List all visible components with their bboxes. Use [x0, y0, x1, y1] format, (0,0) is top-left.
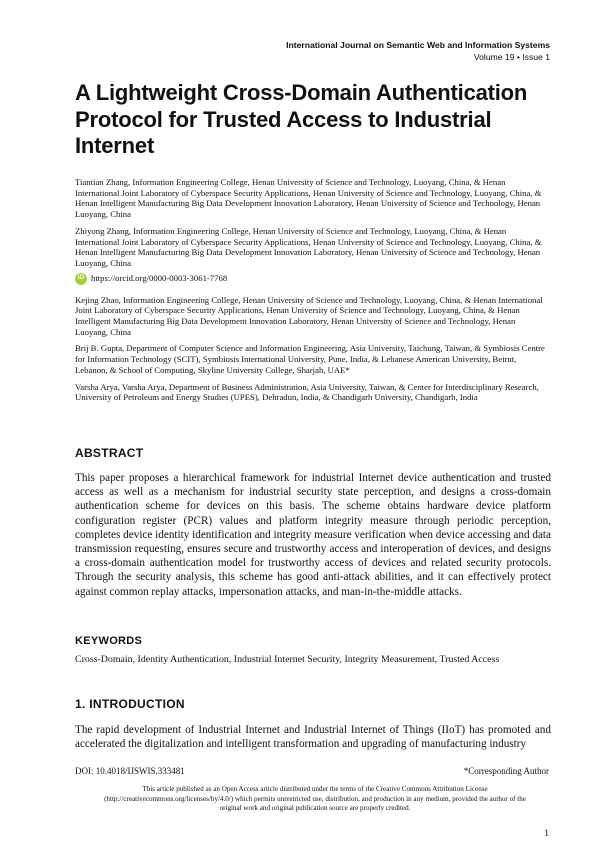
abstract-text: This paper proposes a hierarchical framework for industrial Internet device authentication and trusted access as well as a mechanism for industrial security state perception, and designs a cross-domain authentication scheme for devices on this basis. The scheme obtains hardware device platform configuration register (PCR) values and platform integrity measure through periodic perception, completes device identity identification and integrity measure verification when device accessing and data transmission requesting, ensures secure and trustworthy access and interoperation of devices, and designs a cross-domain authentication model for trustworthy access of devices and related security protocols. Through the security analysis, this scheme has good anti-attack abilities, and it can effectively protect against common replay attacks, impersonation attacks, and man-in-the-middle attacks. — [75, 472, 551, 598]
author-affiliation: Tiantian Zhang, Information Engineering College, Henan University of Science and Technology, Luoyang, China, & Henan International Joint Laboratory of Cyberspace Security Applications, Henan University of Science and Technology, Luoyang, China, & Henan Intelligent Manufacturing Big Data Development Innovation Laboratory, Henan University of Science and Technology, Henan Luoyang, China — [75, 177, 542, 220]
introduction-heading: 1. INTRODUCTION — [75, 697, 185, 711]
keywords-text: Cross-Domain, Identity Authentication, Industrial Internet Security, Integrity Measurement, Trusted Access — [75, 654, 500, 665]
orcid-link[interactable]: https://orcid.org/0000-0003-3061-7768 — [91, 273, 228, 284]
doi: DOI: 10.4018/IJSWIS.333481 — [75, 766, 185, 776]
author-affiliation: Brij B. Gupta, Department of Computer Science and Information Engineering, Asia University, Taichung, Taiwan, & Symbiosis Centre for Information Technology (SCIT), Symbiosis International University, Pune, India, & Lebanese American University, Beirut, Lebanon, & School of Computing, Skyline University College, Sharjah, UAE* — [75, 343, 545, 375]
license-notice: This article published as an Open Access article distributed under the terms of the Creative Commons Attribution License (http://creativecommons.org/licenses/by/4.0/) which permits unrestricted use, distribution, and production in any medium, provided the author of the original work and original publication source are properly credited. — [104, 785, 526, 813]
orcid-icon: iD — [75, 273, 87, 285]
author-affiliation: Zhiyong Zhang, Information Engineering College, Henan University of Science and Technology, Luoyang, China, & Henan International Joint Laboratory of Cyberspace Security Applications, Henan University of Science and Technology, Luoyang, China, & Henan Intelligent Manufacturing Big Data Development Innovation Laboratory, Henan University of Science and Technology, Henan Luoyang, China — [75, 225, 542, 268]
author-affiliation: Varsha Arya, Varsha Arya, Department of Business Administration, Asia University, Taiwan, & Center for Interdisciplinary Research, University of Petroleum and Energy Studies (UPES), Dehradun, India, & Chandigarh University, Chandigarh, India — [75, 381, 539, 403]
introduction-text: The rapid development of Industrial Internet and Industrial Internet of Things (IIoT) has promoted and accelerated the digitalization and intelligent transformation and upgrading of manufacturing industry — [75, 724, 551, 751]
paper-title: A Lightweight Cross-Domain Authentication Protocol for Trusted Access to Industrial Internet — [75, 80, 528, 158]
corresponding-author-note: *Corresponding Author — [463, 766, 549, 776]
author-list — [75, 177, 545, 409]
abstract-heading: ABSTRACT — [75, 446, 144, 460]
journal-name: International Journal on Semantic Web and Information Systems — [286, 40, 550, 50]
orcid-row — [75, 273, 545, 285]
page-number: 1 — [544, 829, 549, 839]
keywords-heading: KEYWORDS — [75, 635, 143, 647]
running-header — [286, 39, 550, 63]
author-affiliation: Kejing Zhao, Information Engineering College, Henan University of Science and Technology, Luoyang, China, & Henan International Joint Laboratory of Cyberspace Security Applications, Henan University of Science and Technology, Luoyang, China, & Henan Intelligent Manufacturing Big Data Development Innovation Laboratory, Henan University of Science and Technology, Henan Luoyang, China — [75, 294, 543, 337]
volume-issue: Volume 19 • Issue 1 — [473, 52, 550, 62]
